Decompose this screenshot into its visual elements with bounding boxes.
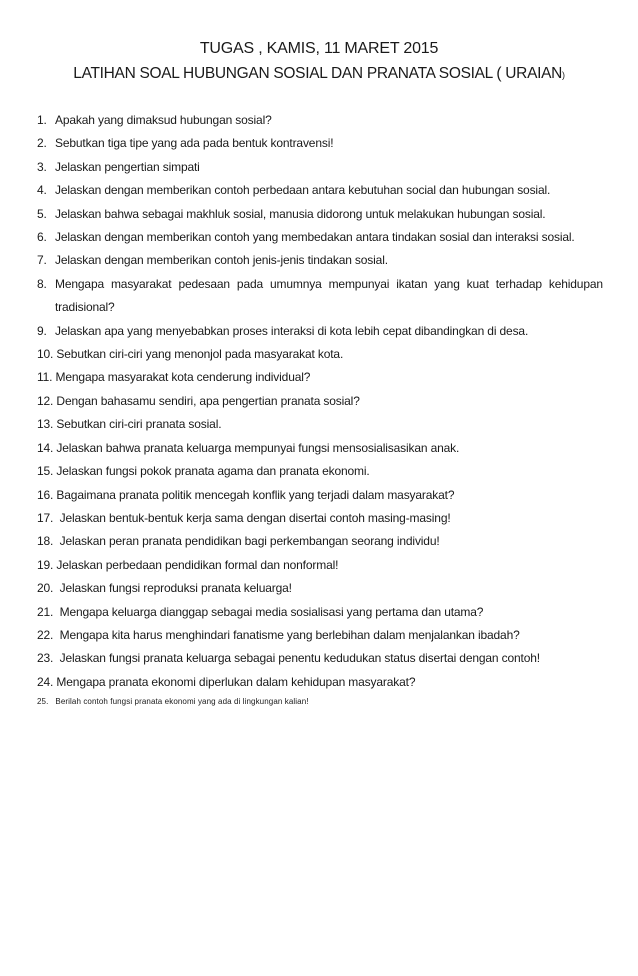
question-word: Mengapa <box>55 276 104 291</box>
question-word: pada <box>236 276 264 291</box>
document-subtitle-text: LATIHAN SOAL HUBUNGAN SOSIAL DAN PRANATA SOSIAL ( URAIAN <box>73 65 563 82</box>
question-item-11 <box>37 366 603 389</box>
question-text: Jelaskan dengan memberikan contoh perbedaan antara kebutuhan social dan hubungan sosial. <box>55 183 551 198</box>
question-text: Dengan bahasamu sendiri, apa pengertian pranata sosial? <box>56 393 360 408</box>
question-number: 9. <box>37 323 47 338</box>
document-header <box>0 38 638 86</box>
question-text: Jelaskan peran pranata pendidikan bagi perkembangan seorang individu! <box>59 534 440 549</box>
question-text: Jelaskan apa yang menyebabkan proses interaksi di kota lebih cepat dibandingkan di desa. <box>55 323 529 338</box>
question-item-25 <box>37 694 603 710</box>
question-item-9 <box>37 320 603 343</box>
document-subtitle <box>0 63 638 86</box>
question-word: masyarakat <box>110 276 172 291</box>
question-number: 6. <box>37 230 47 245</box>
question-item-2 <box>37 132 603 155</box>
question-number: 21. <box>37 604 54 619</box>
question-text: Mengapa masyarakat kota cenderung individual? <box>55 370 311 385</box>
question-word: ikatan <box>396 276 428 291</box>
question-number: 17. <box>37 510 54 525</box>
question-text: Berilah contoh fungsi pranata ekonomi yang ada di lingkungan kalian! <box>55 697 309 707</box>
question-number: 20. <box>37 581 54 596</box>
question-text: Jelaskan bahwa pranata keluarga mempunyai fungsi mensosialisasikan anak. <box>56 440 460 455</box>
question-number: 18. <box>37 534 54 549</box>
question-item-19 <box>37 554 603 577</box>
question-number: 25. <box>37 697 49 707</box>
question-number: 1. <box>37 113 47 127</box>
question-item-7 <box>37 249 603 272</box>
question-word: mempunyai <box>328 276 390 291</box>
question-item-8 <box>37 273 603 320</box>
question-number: 15. <box>37 464 54 479</box>
question-text: Sebutkan ciri-ciri pranata sosial. <box>56 417 222 432</box>
question-word: kehidupan <box>548 276 603 291</box>
document-subtitle-close: ) <box>562 70 565 80</box>
question-text: Sebutkan ciri-ciri yang menonjol pada masyarakat kota. <box>56 347 344 362</box>
question-item-16 <box>37 484 603 507</box>
question-item-21 <box>37 601 603 624</box>
question-item-5 <box>37 203 603 226</box>
question-number: 24. <box>37 674 54 689</box>
question-number: 8. <box>37 276 47 291</box>
question-text: Sebutkan tiga tipe yang ada pada bentuk kontravensi! <box>55 136 334 151</box>
question-text: Jelaskan bentuk-bentuk kerja sama dengan disertai contoh masing-masing! <box>59 510 451 525</box>
question-item-14 <box>37 437 603 460</box>
question-item-18 <box>37 530 603 553</box>
question-text: Jelaskan dengan memberikan contoh yang membedakan antara tindakan sosial dan interaksi sosial. <box>55 230 575 245</box>
question-number: 19. <box>37 557 54 572</box>
question-item-13 <box>37 413 603 436</box>
question-text: Jelaskan perbedaan pendidikan formal dan nonformal! <box>56 557 339 572</box>
question-word: umumnya <box>269 276 322 291</box>
question-text: Jelaskan fungsi pranata keluarga sebagai penentu kedudukan status disertai dengan contoh! <box>59 651 540 666</box>
question-text: Apakah yang dimaksud hubungan sosial? <box>55 113 272 127</box>
question-item-6 <box>37 226 603 249</box>
question-text: Mengapa kita harus menghindari fanatisme yang berlebihan dalam menjalankan ibadah? <box>59 627 520 642</box>
question-item-23 <box>37 647 603 670</box>
question-number: 12. <box>37 393 54 408</box>
question-number: 4. <box>37 183 47 198</box>
question-word: terhadap <box>495 276 542 291</box>
question-number: 11. <box>37 370 53 385</box>
question-item-10 <box>37 343 603 366</box>
question-line <box>37 273 603 296</box>
document-title: TUGAS , KAMIS, 11 MARET 2015 <box>199 40 439 57</box>
question-text: Jelaskan dengan memberikan contoh jenis-jenis tindakan sosial. <box>55 253 388 268</box>
question-number: 7. <box>37 253 47 268</box>
question-number: 10. <box>37 347 54 362</box>
question-text: Jelaskan fungsi reproduksi pranata keluarga! <box>59 581 292 596</box>
question-number: 5. <box>37 206 47 221</box>
question-text: Bagaimana pranata politik mencegah konflik yang terjadi dalam masyarakat? <box>56 487 455 502</box>
question-number: 16. <box>37 487 54 502</box>
question-text: Jelaskan fungsi pokok pranata agama dan pranata ekonomi. <box>56 464 370 479</box>
question-word: pedesaan <box>178 276 230 291</box>
question-number: 2. <box>37 136 47 151</box>
question-item-3 <box>37 156 603 179</box>
question-item-20 <box>37 577 603 600</box>
question-item-24 <box>37 671 603 694</box>
question-item-4 <box>37 179 603 202</box>
question-number: 14. <box>37 440 54 455</box>
question-text <box>55 273 603 296</box>
question-item-17 <box>37 507 603 530</box>
question-number: 13. <box>37 417 54 432</box>
question-item-15 <box>37 460 603 483</box>
question-text: Mengapa keluarga dianggap sebagai media sosialisasi yang pertama dan utama? <box>59 604 484 619</box>
question-word: yang <box>434 276 460 291</box>
question-item-1 <box>37 109 603 132</box>
question-number: 23. <box>37 651 54 666</box>
question-list <box>37 109 603 710</box>
question-word: kuat <box>466 276 489 291</box>
question-item-12 <box>37 390 603 413</box>
question-number: 22. <box>37 627 54 642</box>
question-item-22 <box>37 624 603 647</box>
question-text: Mengapa pranata ekonomi diperlukan dalam kehidupan masyarakat? <box>56 674 416 689</box>
question-text-continued: tradisional? <box>55 300 115 315</box>
question-text: Jelaskan bahwa sebagai makhluk sosial, manusia didorong untuk melakukan hubungan sosial. <box>55 206 546 221</box>
question-number: 3. <box>37 159 47 174</box>
question-text: Jelaskan pengertian simpati <box>55 159 200 174</box>
